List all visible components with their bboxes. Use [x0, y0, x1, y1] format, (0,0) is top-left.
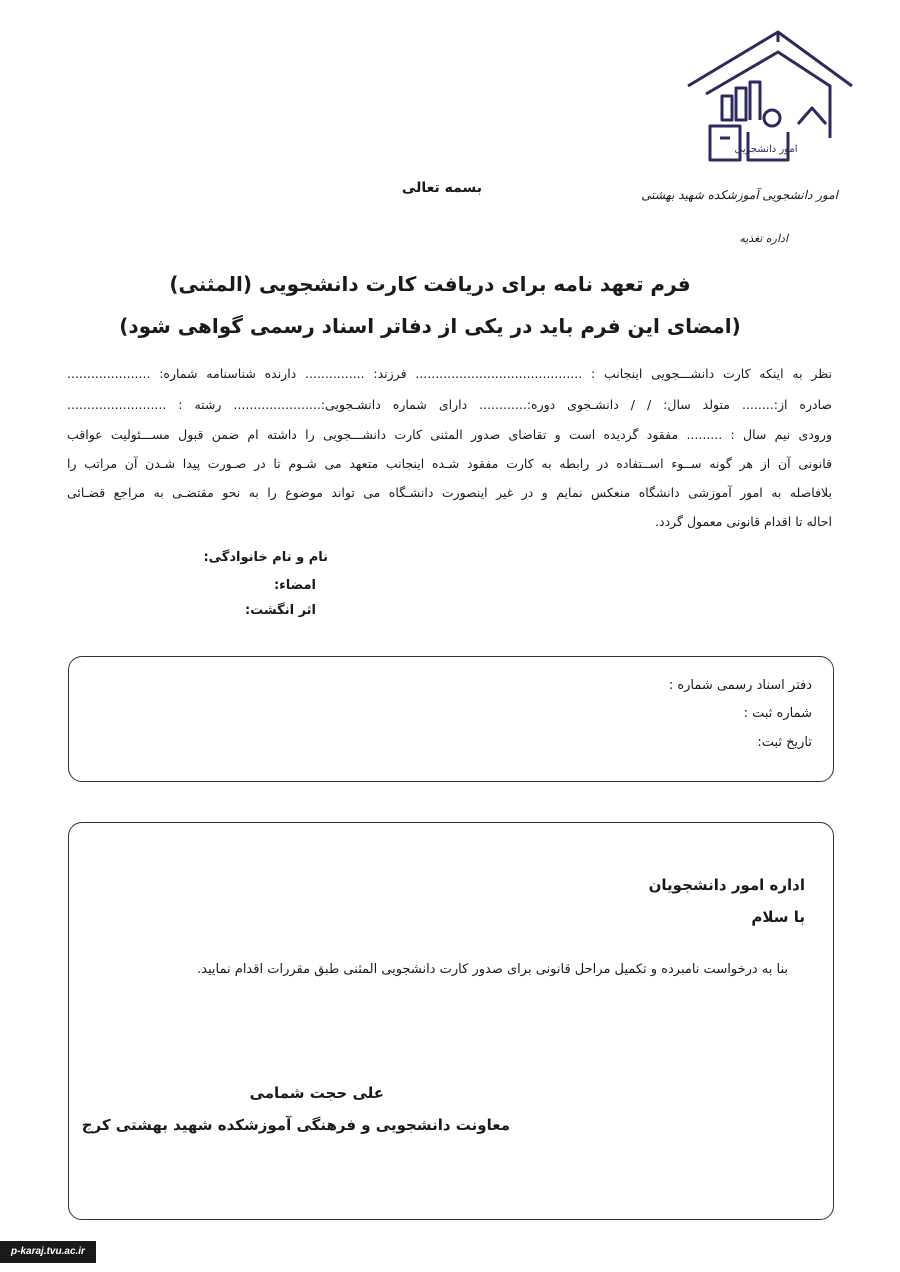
body-line: بلافاصله به امور آموزشی دانشگاه منعکس نمایم و در غیر اینصورت دانشـگاه می تواند موضوع را به نحو مقتضـی به مراجع قضـائی — [67, 485, 832, 500]
fingerprint-label: اثر انگشت: — [244, 603, 316, 618]
school-logo — [680, 28, 855, 178]
footer-site-badge: p-karaj.tvu.ac.ir — [0, 1241, 96, 1263]
letter-recipient: اداره امور دانشجویان — [648, 876, 805, 894]
letter-greeting: با سلام — [751, 908, 805, 926]
form-subtitle: (امضای این فرم باید در یکی از دفاتر اسناد رسمی گواهی شود) — [119, 314, 741, 338]
signature-label: امضاء: — [273, 578, 316, 593]
registration-date-label: تاریخ ثبت: — [757, 735, 812, 750]
notary-office-label: دفتر اسناد رسمی شماره : — [668, 678, 812, 693]
svg-text:امور دانشجویی: امور دانشجویی — [734, 144, 798, 155]
form-title: فرم تعهد نامه برای دریافت کارت دانشجویی (المثنی) — [169, 272, 691, 296]
name-label: نام و نام خانوادگی: — [203, 550, 328, 565]
body-line: احاله تا اقدام قانونی معمول گردد. — [655, 514, 832, 529]
body-line: صادره از:........ متولد سال: / / دانشـجوی دوره:............ دارای شماره دانشـجویی:...................... رشته : ......................... — [67, 397, 832, 412]
body-line: قانونی آن از هر گونه ســوء اســتفاده در رابطه به کارت مفقود شـده اینجانب متعهد می شـوم تا در صـورت پیدا شـدن آن مراتب را — [67, 456, 832, 471]
signer-name: علی حجت شمامی — [249, 1084, 384, 1102]
signer-title: معاونت دانشجویی و فرهنگی آموزشکده شهید بهشتی کرج — [81, 1116, 510, 1134]
logo-subcaption: اداره تغذیه — [739, 232, 788, 245]
body-line: نظر به اینکه کارت دانشـــجویی اینجانب : .......................................... فرزند: ............... دارنده شناسنامه شماره: ..................... — [67, 366, 832, 381]
notary-box — [68, 656, 834, 782]
logo-caption: امور دانشجویی آموزشکده شهید بهشتی — [641, 188, 838, 202]
body-line: ورودی نیم سال : ......... مفقود گردیده است و تقاضای صدور المثنی کارت دانشـــجویی را داشته ام ضمن قبول مســـئولیت عواقب — [67, 427, 832, 442]
letter-body: بنا به درخواست نامبرده و تکمیل مراحل قانونی برای صدور کارت دانشجویی المثنی طبق مقررات اقدام نمایید. — [197, 962, 788, 977]
registration-number-label: شماره ثبت : — [743, 706, 812, 721]
bismillah-heading: بسمه تعالی — [401, 180, 482, 196]
